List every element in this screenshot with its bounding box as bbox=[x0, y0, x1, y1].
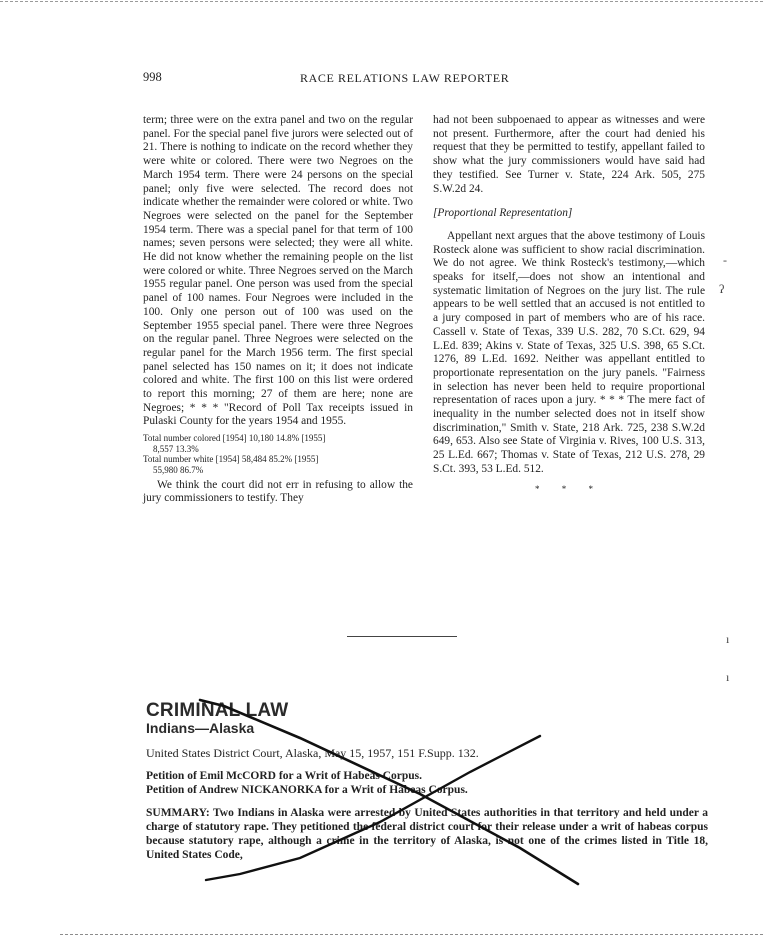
tax-line-white-1955: 55,980 86.7% bbox=[153, 464, 204, 475]
petition-mccord: Petition of Emil McCORD for a Writ of Habeas Corpus. bbox=[146, 770, 422, 782]
tax-line-colored: Total number colored [1954] 10,180 14.8% [1955] bbox=[143, 433, 326, 444]
left-closing-paragraph: We think the court did not err in refusing to allow the jury commissioners to testify. They bbox=[143, 478, 413, 505]
running-head: RACE RELATIONS LAW REPORTER bbox=[300, 71, 510, 85]
right-continuation: had not been subpoenaed to appear as witnesses and were not present. Furthermore, after the court had denied his request that they be permitted to testify, appellant failed to show what the jury commissioners would have said had they testified. See Turner v. State, 224 Ark. 505, 275 S.W.2d 24. bbox=[433, 114, 705, 195]
margin-mark: ı bbox=[726, 670, 730, 684]
petition-nickanorka: Petition of Andrew NICKANORKA for a Writ of Habeas Corpus. bbox=[146, 784, 468, 796]
left-paragraph: term; three were on the extra panel and two on the regular panel. For the special panel five jurors were selected out of 21. There is nothing to indicate on the record whether they were white or colored. There were two Negroes on the March 1954 term. There were 24 persons on the special panel; only five were selected. The record does not indicate whether the remainder were colored or white. Two Negroes were selected on the panel for the September 1954 term. There was a special panel for that term of 100 names; seven persons were selected; they were all white. He did not know whether the remaining people on the list were colored or white. Three Negroes served on the March 1955 regular panel. One person was used from the special panel of 100 names. Four Negroes were included in the 100. Only one person out of 100 was used on the September 1955 special panel. There were three Negroes on the regular panel. Three Negroes were selected on the regular panel for the March 1956 term. The first special panel selected has 150 names on it; it does not indicate colored and white. The first 100 on this list were ordered to report this morning; 27 of them are here; none are Negroes; * * * "Record of Poll Tax receipts issued in Pulaski County for the years 1954 and 1955. bbox=[143, 114, 413, 428]
subheading-proportional-representation: [Proportional Representation] bbox=[433, 207, 573, 220]
section-subtitle: Indians—Alaska bbox=[146, 720, 255, 736]
section-title: CRIMINAL LAW bbox=[146, 700, 289, 721]
case-summary: SUMMARY: Two Indians in Alaska were arrested by United States authorities in that territory and held under a charge of statutory rape. They petitioned the federal district court for their release under a writ of habeas corpus because statutory rape, although a crime in the territory of Alaska, is not one of the crimes listed in Title 18, United States Code, bbox=[146, 807, 708, 861]
margin-mark: ʔ bbox=[719, 282, 725, 296]
section-end-stars: * * * bbox=[535, 483, 603, 494]
margin-mark: ı bbox=[726, 632, 730, 646]
page-number: 998 bbox=[143, 70, 162, 84]
right-paragraph: Appellant next argues that the above testimony of Louis Rosteck alone was sufficient to show racial discrimination. We do not agree. We think Rosteck's testimony,—which speaks for itself,—does not show an intentional and systematic limitation of Negroes on the jury list. The rule appears to be well settled that an accused is not entitled to a jury composed in part of members who are of his race. Cassell v. State of Texas, 339 U.S. 282, 70 S.Ct. 629, 94 L.Ed. 839; Akins v. State of Texas, 325 U.S. 398, 65 S.Ct. 1276, 89 L.Ed. 1692. Neither was appellant entitled to proportionate representation on the jury panels. "Fairness in selection has never been held to require proportional representation of races upon a jury. * * * The mere fact of inequality in the number selected does not in itself show discrimination," Smith v. State, 218 Ark. 725, 238 S.W.2d 649, 653. Also see State of Virginia v. Rives, 100 U.S. 313, 25 L.Ed. 667; Thomas v. State of Texas, 212 U.S. 278, 29 S.Ct. 393, 53 L.Ed. 512. bbox=[433, 229, 705, 475]
tax-line-colored-1955: 8,557 13.3% bbox=[153, 443, 199, 454]
bottom-edge-line bbox=[60, 934, 763, 935]
tax-line-white: Total number white [1954] 58,484 85.2% [1955] bbox=[143, 454, 319, 465]
margin-mark: - bbox=[723, 253, 727, 267]
case-citation: United States District Court, Alaska, May 15, 1957, 151 F.Supp. 132. bbox=[146, 746, 479, 760]
